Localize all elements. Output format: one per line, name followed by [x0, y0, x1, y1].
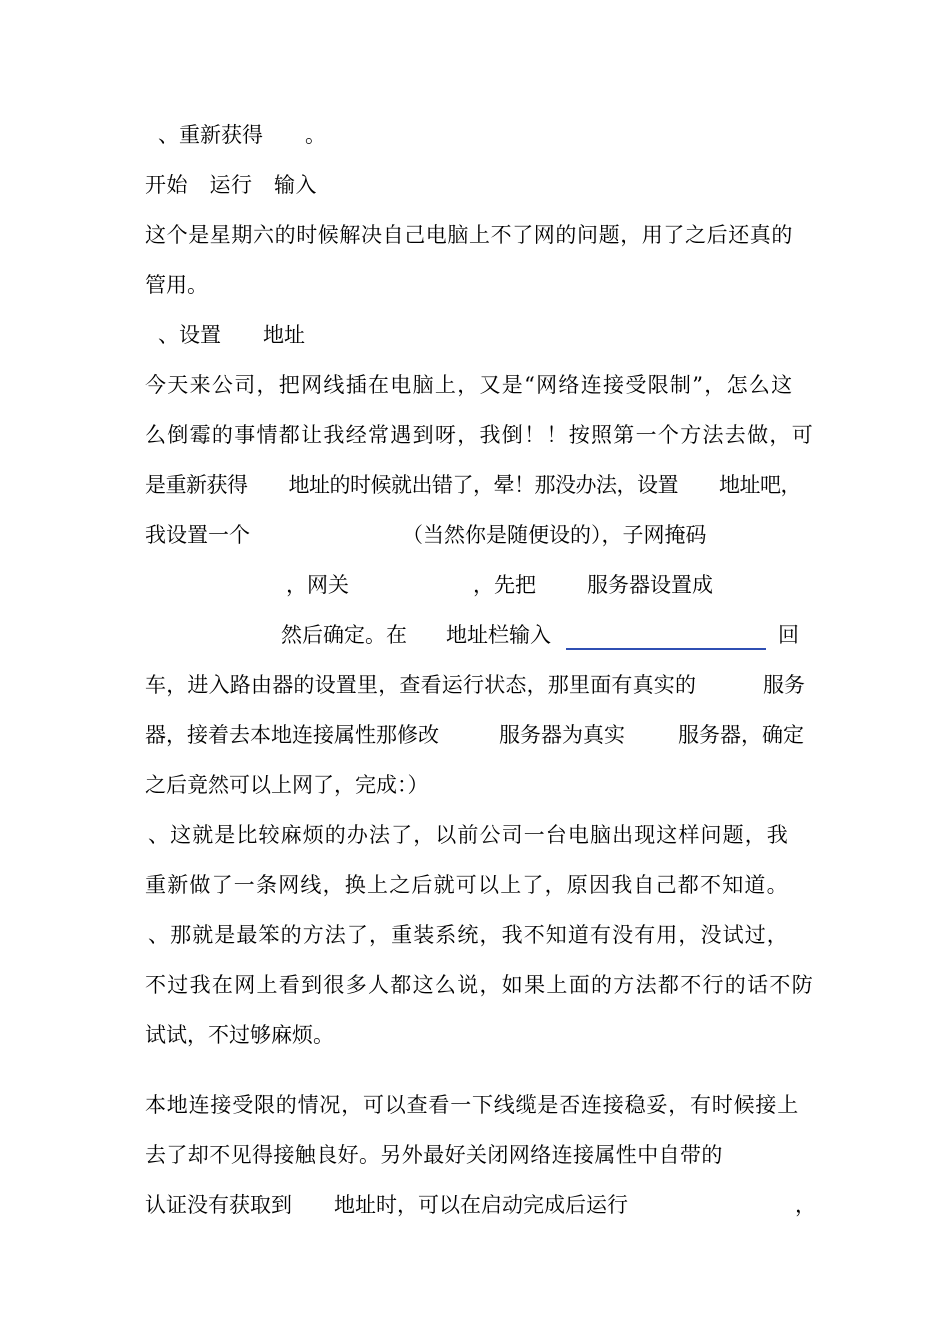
text-line: 今天来公司，把网线插在电脑上，又是“网络连接受限制”，怎么这	[145, 373, 794, 397]
text-line: 回	[778, 623, 799, 647]
text-line: 本地连接受限的情况，可以查看一下线缆是否连接稳妥，有时候接上	[145, 1093, 799, 1117]
text-line: 、重新获得 。	[158, 123, 326, 147]
text-line: 、设置 地址	[158, 323, 305, 347]
text-line: 是重新获得 地址的时候就出错了，晕！那没办法，设置 地址吧，	[145, 473, 801, 497]
text-line: 服务器，确定	[678, 723, 804, 747]
text-line: 、那就是最笨的方法了，重装系统，我不知道有没有用，没试过，	[148, 923, 789, 947]
text-line: 我设置一个	[145, 523, 250, 547]
text-line: 车，进入路由器的设置里，查看运行状态，那里面有真实的	[145, 673, 697, 697]
text-line: 开始 运行 输入	[145, 173, 317, 197]
text-line: 器，接着去本地连接属性那修改	[145, 723, 439, 747]
text-line: 地址时，可以在启动完成后运行	[334, 1193, 628, 1217]
text-line: ，先把	[473, 573, 536, 597]
text-line: 这个是星期六的时候解决自己电脑上不了网的问题，用了之后还真的	[145, 223, 793, 247]
text-line: 认证没有获取到	[145, 1193, 292, 1217]
text-line: 重新做了一条网线，换上之后就可以上了，原因我自己都不知道。	[145, 873, 789, 897]
text-line: 地址栏输入	[446, 623, 551, 647]
hyperlink-underline[interactable]	[566, 648, 766, 650]
text-line: 试试，不过够麻烦。	[145, 1023, 334, 1047]
text-line: 之后竟然可以上网了，完成：）	[145, 773, 429, 797]
text-line: 然后确定。在	[281, 623, 407, 647]
text-line: 去了却不见得接触良好。另外最好关闭网络连接属性中自带的	[145, 1143, 723, 1167]
text-line: 服务器设置成	[587, 573, 713, 597]
text-line: 、这就是比较麻烦的办法了，以前公司一台电脑出现这样问题，我	[148, 823, 789, 847]
text-line: （当然你是随便设的），子网掩码	[402, 523, 707, 547]
text-line: 服务器为真实	[499, 723, 625, 747]
text-line: 服务	[763, 673, 805, 697]
text-line: 管用。	[145, 273, 208, 297]
text-line: 么倒霉的事情都让我经常遇到呀，我倒！！按照第一个方法去做，可	[145, 423, 814, 447]
text-line: 不过我在网上看到很多人都这么说，如果上面的方法都不行的话不防	[145, 973, 814, 997]
text-line: ，	[795, 1193, 816, 1217]
text-line: ，网关	[286, 573, 349, 597]
